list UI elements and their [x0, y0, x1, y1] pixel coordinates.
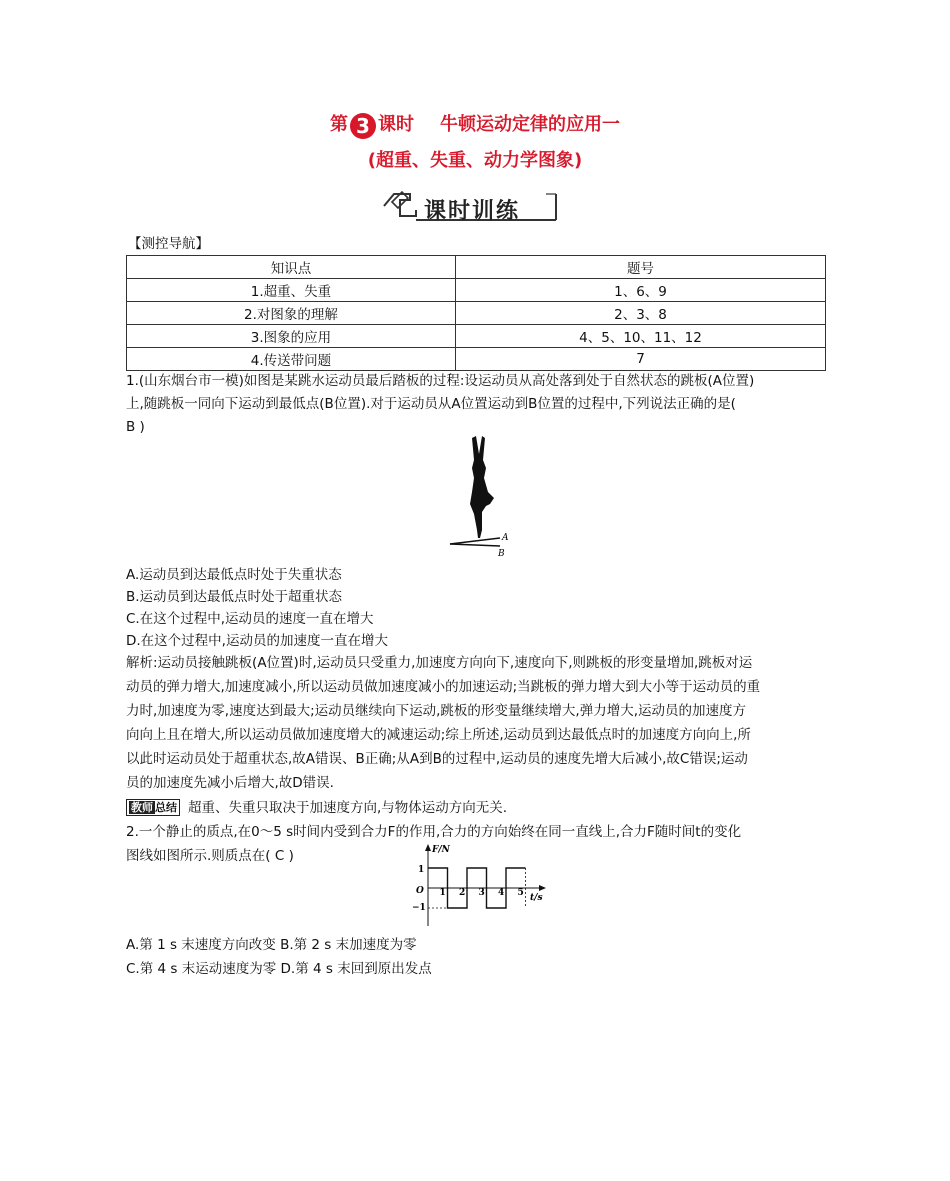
table-cell: 1、6、9 [456, 279, 826, 302]
board-position-b [450, 544, 500, 546]
table-row [127, 348, 826, 371]
x-tick-label: 1 [439, 888, 446, 898]
diver-silhouette [470, 436, 494, 538]
title-prefix: 第 [330, 114, 348, 135]
banner-title: 课时训练 [424, 199, 521, 224]
x-tick-label: 2 [459, 888, 466, 898]
q1-option-d: D.在这个过程中,运动员的加速度一直在增大 [126, 633, 388, 649]
table-row [127, 302, 826, 325]
q1-summary [126, 797, 507, 820]
q2-stem-line: 2.一个静止的质点,在0～5 s时间内受到合力F的作用,合力的方向始终在同一直线上,合力F随时间t的变化 [126, 824, 742, 840]
title-lesson: 课时 [378, 114, 414, 135]
q1-analysis-line: 员的加速度先减小后增大,故D错误. [126, 775, 334, 791]
x-tick-label: 5 [517, 888, 524, 898]
q1-analysis-line: 力时,加速度为零,速度达到最大;运动员继续向下运动,跳板的形变量继续增大,弹力增大,运动员的加速度方 [126, 703, 747, 719]
q2-options-line-2: C.第 4 s 末运动速度为零 D.第 4 s 末回到原出发点 [126, 961, 432, 977]
q1-stem-line: 1.(山东烟台市一模)如图是某跳水运动员最后踏板的过程:设运动员从高处落到处于自然状态的跳板(A位置) [126, 373, 755, 389]
table-cell: 2.对图象的理解 [127, 302, 456, 325]
label-a: A [502, 533, 509, 543]
q1-analysis-line: 以此时运动员处于超重状态,故A错误、B正确;从A到B的过程中,运动员的速度先增大后减小,故C错误;运动 [126, 751, 748, 767]
q1-stem-line: 上,随跳板一同向下运动到最低点(B位置).对于运动员从A位置运动到B位置的过程中,下列说法正确的是( [126, 396, 736, 412]
q1-option-c: C.在这个过程中,运动员的速度一直在增大 [126, 611, 374, 627]
teacher-summary-badge: 教师 总结 [126, 799, 180, 816]
knowledge-table [126, 255, 826, 371]
y-axis-label: F/N [432, 845, 450, 855]
q1-option-b: B.运动员到达最低点时处于超重状态 [126, 589, 343, 605]
nav-label: 【测控导航】 [128, 236, 209, 252]
y-tick-label: 1 [418, 865, 425, 875]
table-row [127, 325, 826, 348]
q2-options-line-1: A.第 1 s 末速度方向改变 B.第 2 s 末加速度为零 [126, 937, 417, 953]
x-axis-label: t/s [530, 893, 543, 903]
lesson-number-badge: 3 [350, 113, 376, 139]
q1-analysis-line: 向向上且在增大,所以运动员做加速度增大的减速运动;综上所述,运动员到达最低点时的加速度方向向上,所 [126, 727, 751, 743]
table-cell: 3.图象的应用 [127, 325, 456, 348]
board-position-a [450, 538, 500, 544]
y-axis-arrow [425, 844, 431, 851]
origin-label: O [416, 886, 424, 896]
label-b: B [498, 549, 505, 559]
x-tick-label: 4 [498, 888, 505, 898]
q1-analysis-line: 动员的弹力增大,加速度减小,所以运动员做加速度减小的加速运动;当跳板的弹力增大到大小等于运动员的重 [126, 679, 761, 695]
table-header-row [127, 256, 826, 279]
q2-stem-line: 图线如图所示.则质点在( C ) [126, 848, 294, 864]
summary-text: 超重、失重只取决于加速度方向,与物体运动方向无关. [188, 800, 508, 816]
table-cell: 2、3、8 [456, 302, 826, 325]
table-row [127, 279, 826, 302]
q1-option-a: A.运动员到达最低点时处于失重状态 [126, 567, 342, 583]
q1-stem-line: B ) [126, 419, 145, 435]
page-subtitle: (超重、失重、动力学图象) [367, 150, 583, 171]
x-tick-label: 3 [478, 888, 485, 898]
q1-analysis-line: 解析:运动员接触跳板(A位置)时,运动员只受重力,加速度方向向下,速度向下,则跳板的形变量增加,跳板对运 [126, 655, 753, 671]
table-header: 题号 [456, 256, 826, 279]
table-header: 知识点 [127, 256, 456, 279]
force-time-graph [392, 840, 552, 930]
table-cell: 1.超重、失重 [127, 279, 456, 302]
diver-figure [446, 434, 516, 564]
table-cell: 7 [456, 348, 826, 371]
x-axis-arrow [539, 885, 546, 891]
table-cell: 4.传送带问题 [127, 348, 456, 371]
title-topic: 牛顿运动定律的应用一 [440, 114, 620, 135]
page-title [0, 110, 950, 139]
table-cell: 4、5、10、11、12 [456, 325, 826, 348]
y-tick-label: −1 [412, 903, 426, 913]
